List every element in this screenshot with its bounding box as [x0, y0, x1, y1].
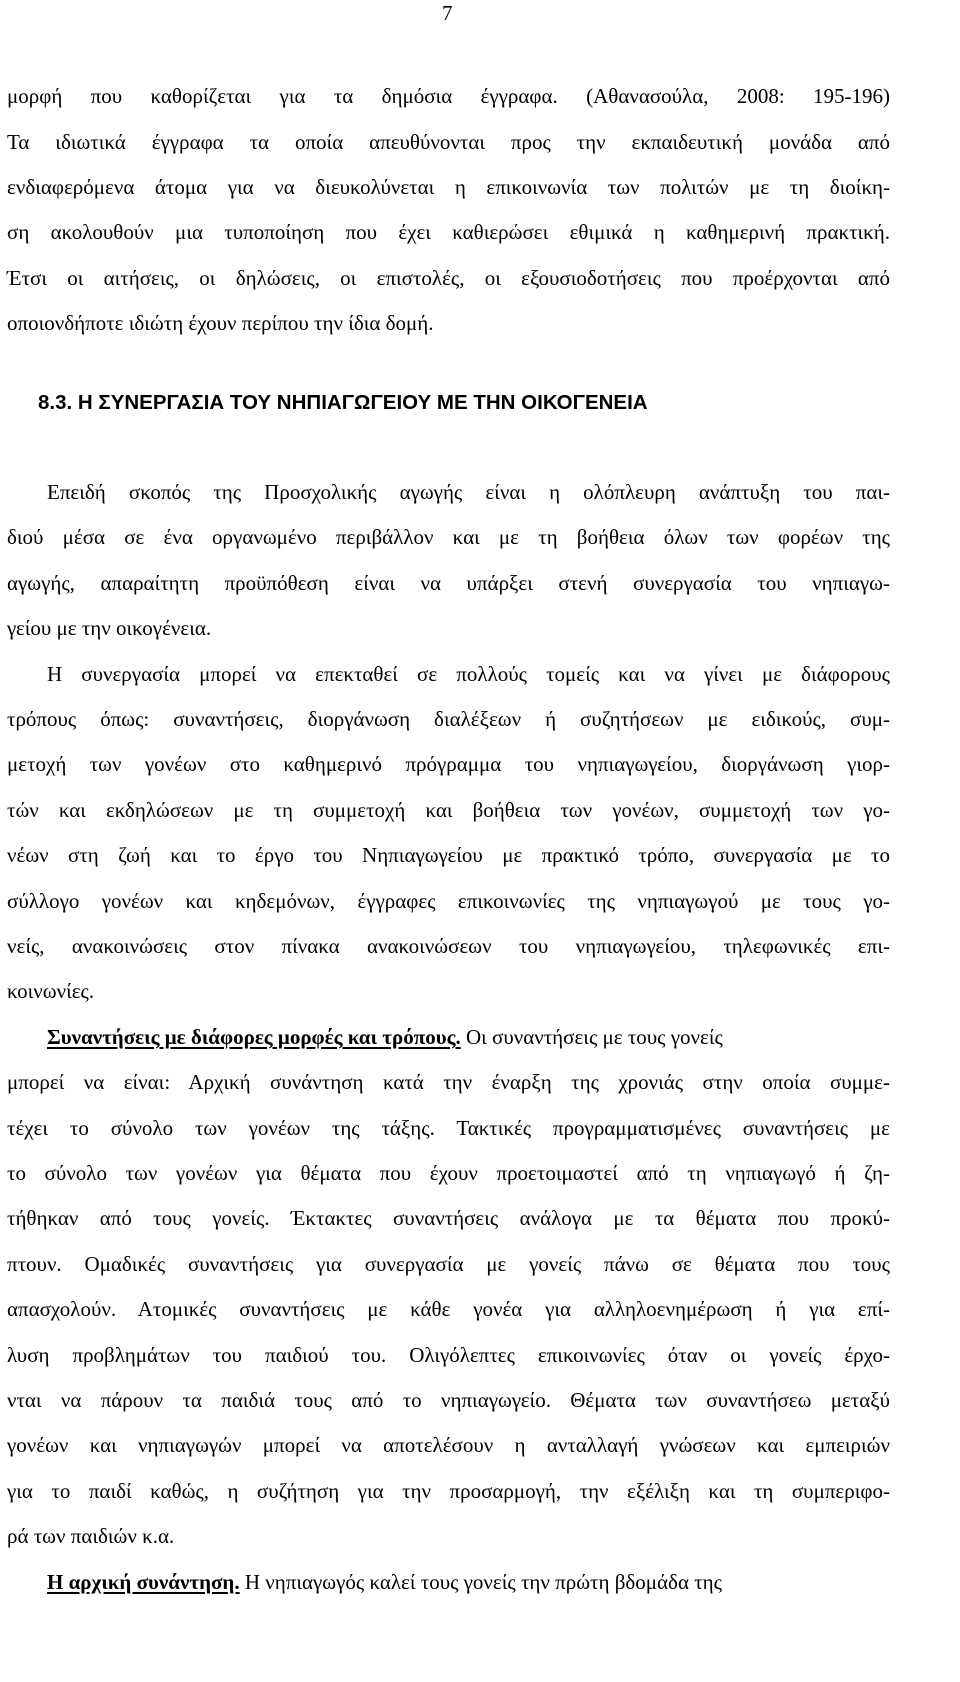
- text-line: γείου με την οικογένεια.: [7, 616, 212, 640]
- text-line: νείς, ανακοινώσεις στον πίνακα ανακοινώσεων του νηπιαγωγείου, τηλεφωνικές επι-: [7, 934, 890, 958]
- text-line: κοινωνίες.: [7, 979, 95, 1003]
- text-line: Έτσι οι αιτήσεις, οι δηλώσεις, οι επιστολές, οι εξουσιοδοτήσεις που προέρχονται από: [7, 266, 890, 290]
- text-line: πτουν. Ομαδικές συναντήσεις για συνεργασία με γονείς πάνω σε θέματα που τους: [7, 1252, 890, 1276]
- page-number: 7: [442, 1, 453, 25]
- text-run: Οι συναντήσεις με τους γονείς: [460, 1025, 723, 1049]
- subheading-meetings: Συναντήσεις με διάφορες μορφές και τρόπους.: [47, 1025, 461, 1049]
- text-line: αγωγής, απαραίτητη προϋπόθεση είναι να υπάρξει στενή συνεργασία του νηπιαγω-: [7, 571, 890, 595]
- text-line: Τα ιδιωτικά έγγραφα τα οποία απευθύνονται προς την εκπαιδευτική μονάδα από: [7, 130, 890, 154]
- text-line: Επειδή σκοπός της Προσχολικής αγωγής είναι η ολόπλευρη ανάπτυξη του παι-: [47, 480, 890, 504]
- text-line: λυση προβλημάτων του παιδιού του. Ολιγόλεπτες επικοινωνίες όταν οι γονείς έρχο-: [7, 1343, 890, 1367]
- text-line: ενδιαφερόμενα άτομα για να διευκολύνεται η επικοινωνία των πολιτών με τη διοίκη-: [7, 175, 890, 199]
- text-line: ση ακολουθούν μια τυποποίηση που έχει καθιερώσει εθιμικά η καθημερινή πρακτική.: [7, 220, 890, 244]
- text-line: [47, 1569, 722, 1595]
- text-line: απασχολούν. Ατομικές συναντήσεις με κάθε γονέα για αλληλοενημέρωση ή για επί-: [7, 1297, 890, 1321]
- text-line: διού μέσα σε ένα οργανωμένο περιβάλλον και με τη βοήθεια όλων των φορέων της: [7, 525, 890, 549]
- text-line: νται να πάρουν τα παιδιά τους από το νηπιαγωγείο. Θέματα των συναντήσεω μεταξύ: [7, 1388, 890, 1412]
- text-line: γονέων και νηπιαγωγών μπορεί να αποτελέσουν η ανταλλαγή γνώσεων και εμπειριών: [7, 1433, 890, 1457]
- text-line: τών και εκδηλώσεων με τη συμμετοχή και βοήθεια των γονέων, συμμετοχή των γο-: [7, 798, 890, 822]
- text-line: σύλλογο γονέων και κηδεμόνων, έγγραφες επικοινωνίες της νηπιαγωγού με τους γο-: [7, 889, 890, 913]
- text-line: Η συνεργασία μπορεί να επεκταθεί σε πολλούς τομείς και να γίνει με διάφορους: [47, 662, 890, 686]
- subheading-initial-meeting: Η αρχική συνάντηση.: [47, 1570, 240, 1594]
- section-heading: 8.3. Η ΣΥΝΕΡΓΑΣΙΑ ΤΟΥ ΝΗΠΙΑΓΩΓΕΙΟΥ ΜΕ ΤΗΝ ΟΙΚΟΓΕΝΕΙΑ: [38, 391, 648, 414]
- text-line: οποιονδήποτε ιδιώτη έχουν περίπου την ίδια δομή.: [7, 311, 434, 335]
- text-line: ρά των παιδιών κ.α.: [7, 1524, 175, 1548]
- text-line: μορφή που καθορίζεται για τα δημόσια έγγραφα. (Αθανασούλα, 2008: 195-196): [7, 84, 890, 108]
- text-line: [47, 1024, 723, 1050]
- text-line: νέων στη ζωή και το έργο του Νηπιαγωγείου με πρακτικό τρόπο, συνεργασία με το: [7, 843, 890, 867]
- text-line: μετοχή των γονέων στο καθημερινό πρόγραμμα του νηπιαγωγείου, διοργάνωση γιορ-: [7, 752, 890, 776]
- text-line: τήθηκαν από τους γονείς. Έκτακτες συναντήσεις ανάλογα με τα θέματα που προκύ-: [7, 1206, 890, 1230]
- text-line: για το παιδί καθώς, η συζήτηση για την προσαρμογή, την εξέλιξη και τη συμπεριφο-: [7, 1479, 890, 1503]
- text-line: το σύνολο των γονέων για θέματα που έχουν προετοιμαστεί από τη νηπιαγωγό ή ζη-: [7, 1161, 890, 1185]
- text-run: Η νηπιαγωγός καλεί τους γονείς την πρώτη βδομάδα της: [239, 1570, 722, 1594]
- text-line: τέχει το σύνολο των γονέων της τάξης. Τακτικές προγραμματισμένες συναντήσεις με: [7, 1116, 890, 1140]
- text-line: μπορεί να είναι: Αρχική συνάντηση κατά την έναρξη της χρονιάς στην οποία συμμε-: [7, 1070, 890, 1094]
- text-line: τρόπους όπως: συναντήσεις, διοργάνωση διαλέξεων ή συζητήσεων με ειδικούς, συμ-: [7, 707, 890, 731]
